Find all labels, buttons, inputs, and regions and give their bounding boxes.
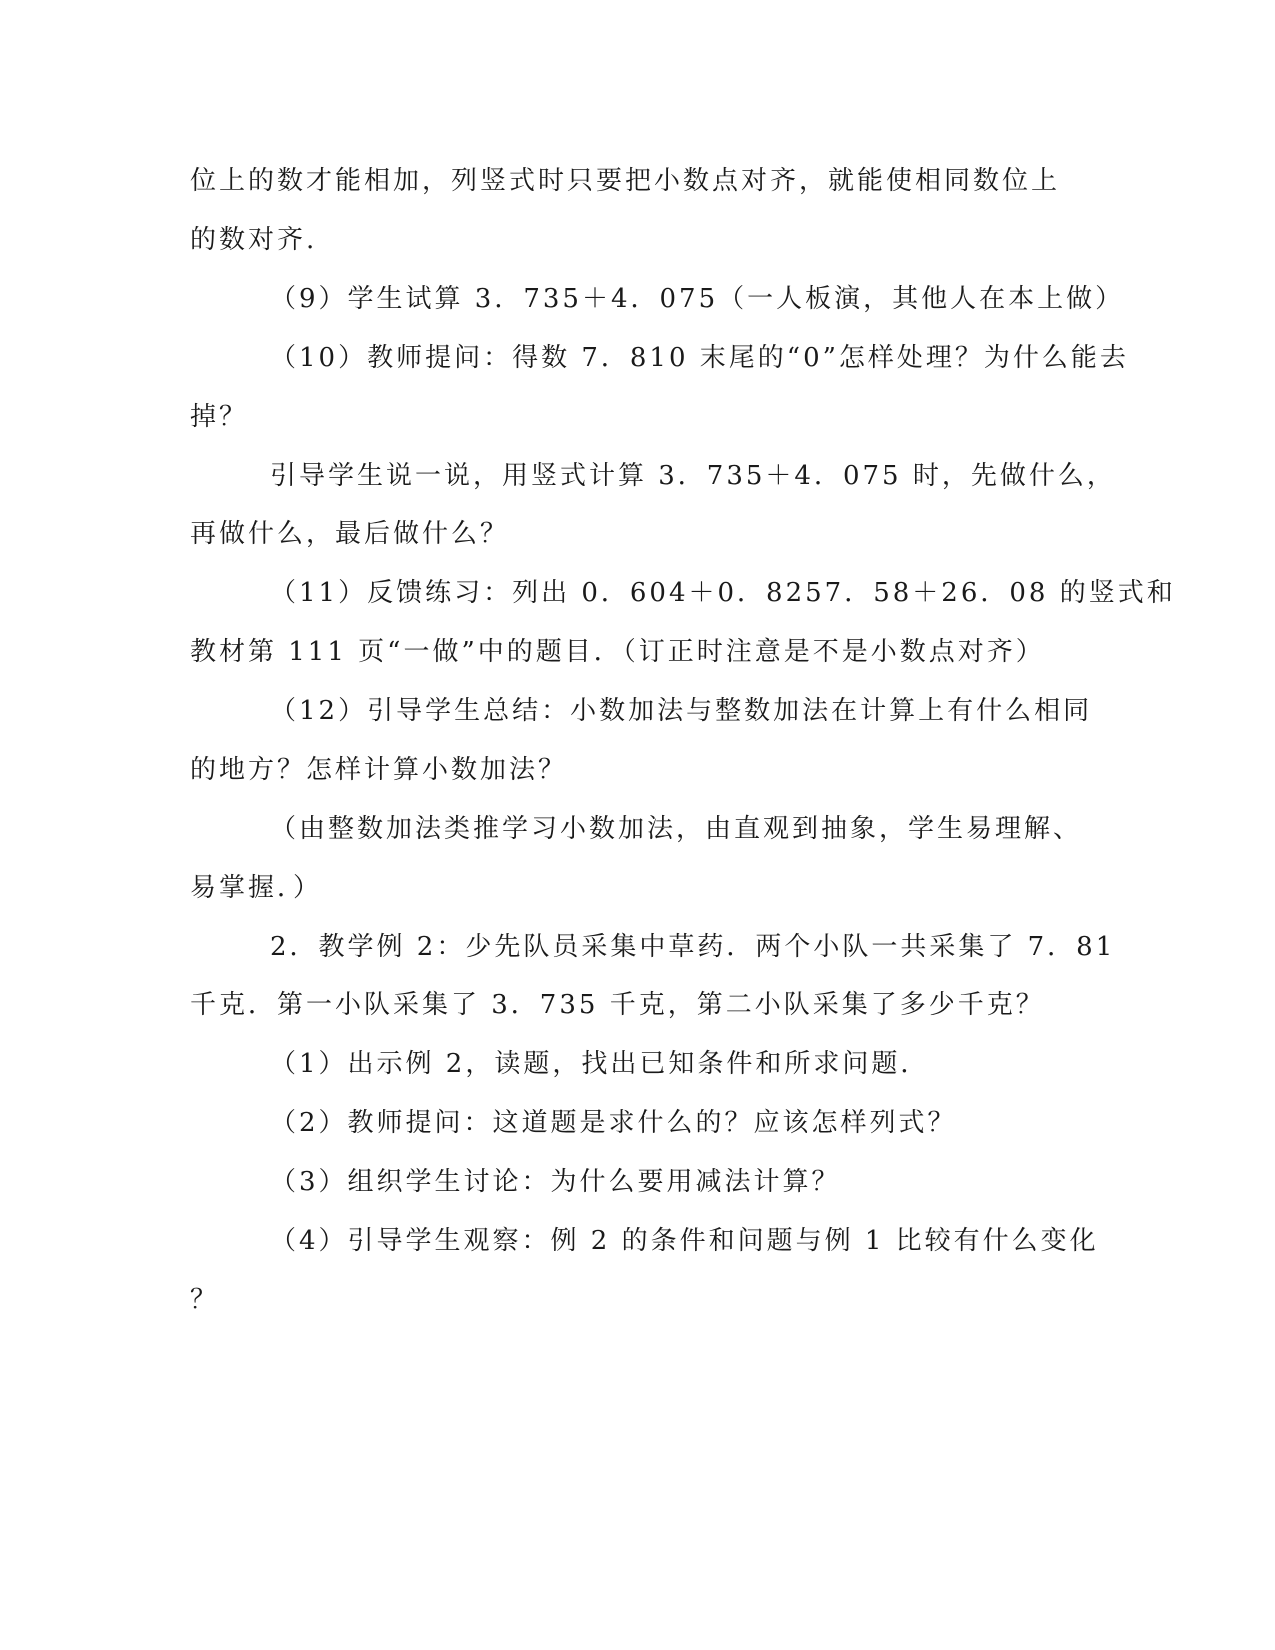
text-line: 引导学生说一说，用竖式计算 3．735＋4．075 时，先做什么， bbox=[270, 461, 1116, 491]
text-line: 掉？ bbox=[190, 402, 249, 432]
text-line: ？ bbox=[190, 1285, 220, 1315]
text-line: 2．教学例 2：少先队员采集中草药．两个小队一共采集了 7．81 bbox=[270, 932, 1116, 962]
text-line: 再做什么，最后做什么？ bbox=[190, 519, 510, 549]
text-line: （12）引导学生总结：小数加法与整数加法在计算上有什么相同 bbox=[270, 696, 1093, 726]
text-line: 千克．第一小队采集了 3．735 千克，第二小队采集了多少千克？ bbox=[190, 990, 1045, 1020]
text-line: （2）教师提问：这道题是求什么的？应该怎样列式？ bbox=[270, 1108, 957, 1138]
text-line: 易掌握．） bbox=[190, 873, 323, 903]
text-line: （3）组织学生讨论：为什么要用减法计算？ bbox=[270, 1167, 841, 1197]
text-line: （11）反馈练习：列出 0．604＋0．8257．58＋26．08 的竖式和 bbox=[270, 578, 1176, 608]
text-line: （由整数加法类推学习小数加法，由直观到抽象，学生易理解、 bbox=[270, 814, 1083, 844]
text-line: 的数对齐. bbox=[190, 225, 318, 255]
text-line: （9）学生试算 3．735＋4．075（一人板演，其他人在本上做） bbox=[270, 284, 1125, 314]
text-line: （1）出示例 2，读题，找出已知条件和所求问题． bbox=[270, 1049, 930, 1079]
text-line: 的地方？怎样计算小数加法？ bbox=[190, 755, 568, 785]
text-line: 教材第 111 页“一做”中的题目．（订正时注意是不是小数点对齐） bbox=[190, 637, 1045, 667]
text-line: （4）引导学生观察：例 2 的条件和问题与例 1 比较有什么变化 bbox=[270, 1226, 1099, 1256]
text-line: 位上的数才能相加，列竖式时只要把小数点对齐，就能使相同数位上 bbox=[190, 166, 1061, 196]
text-line: （10）教师提问：得数 7．810 末尾的“0”怎样处理？为什么能去 bbox=[270, 343, 1129, 373]
